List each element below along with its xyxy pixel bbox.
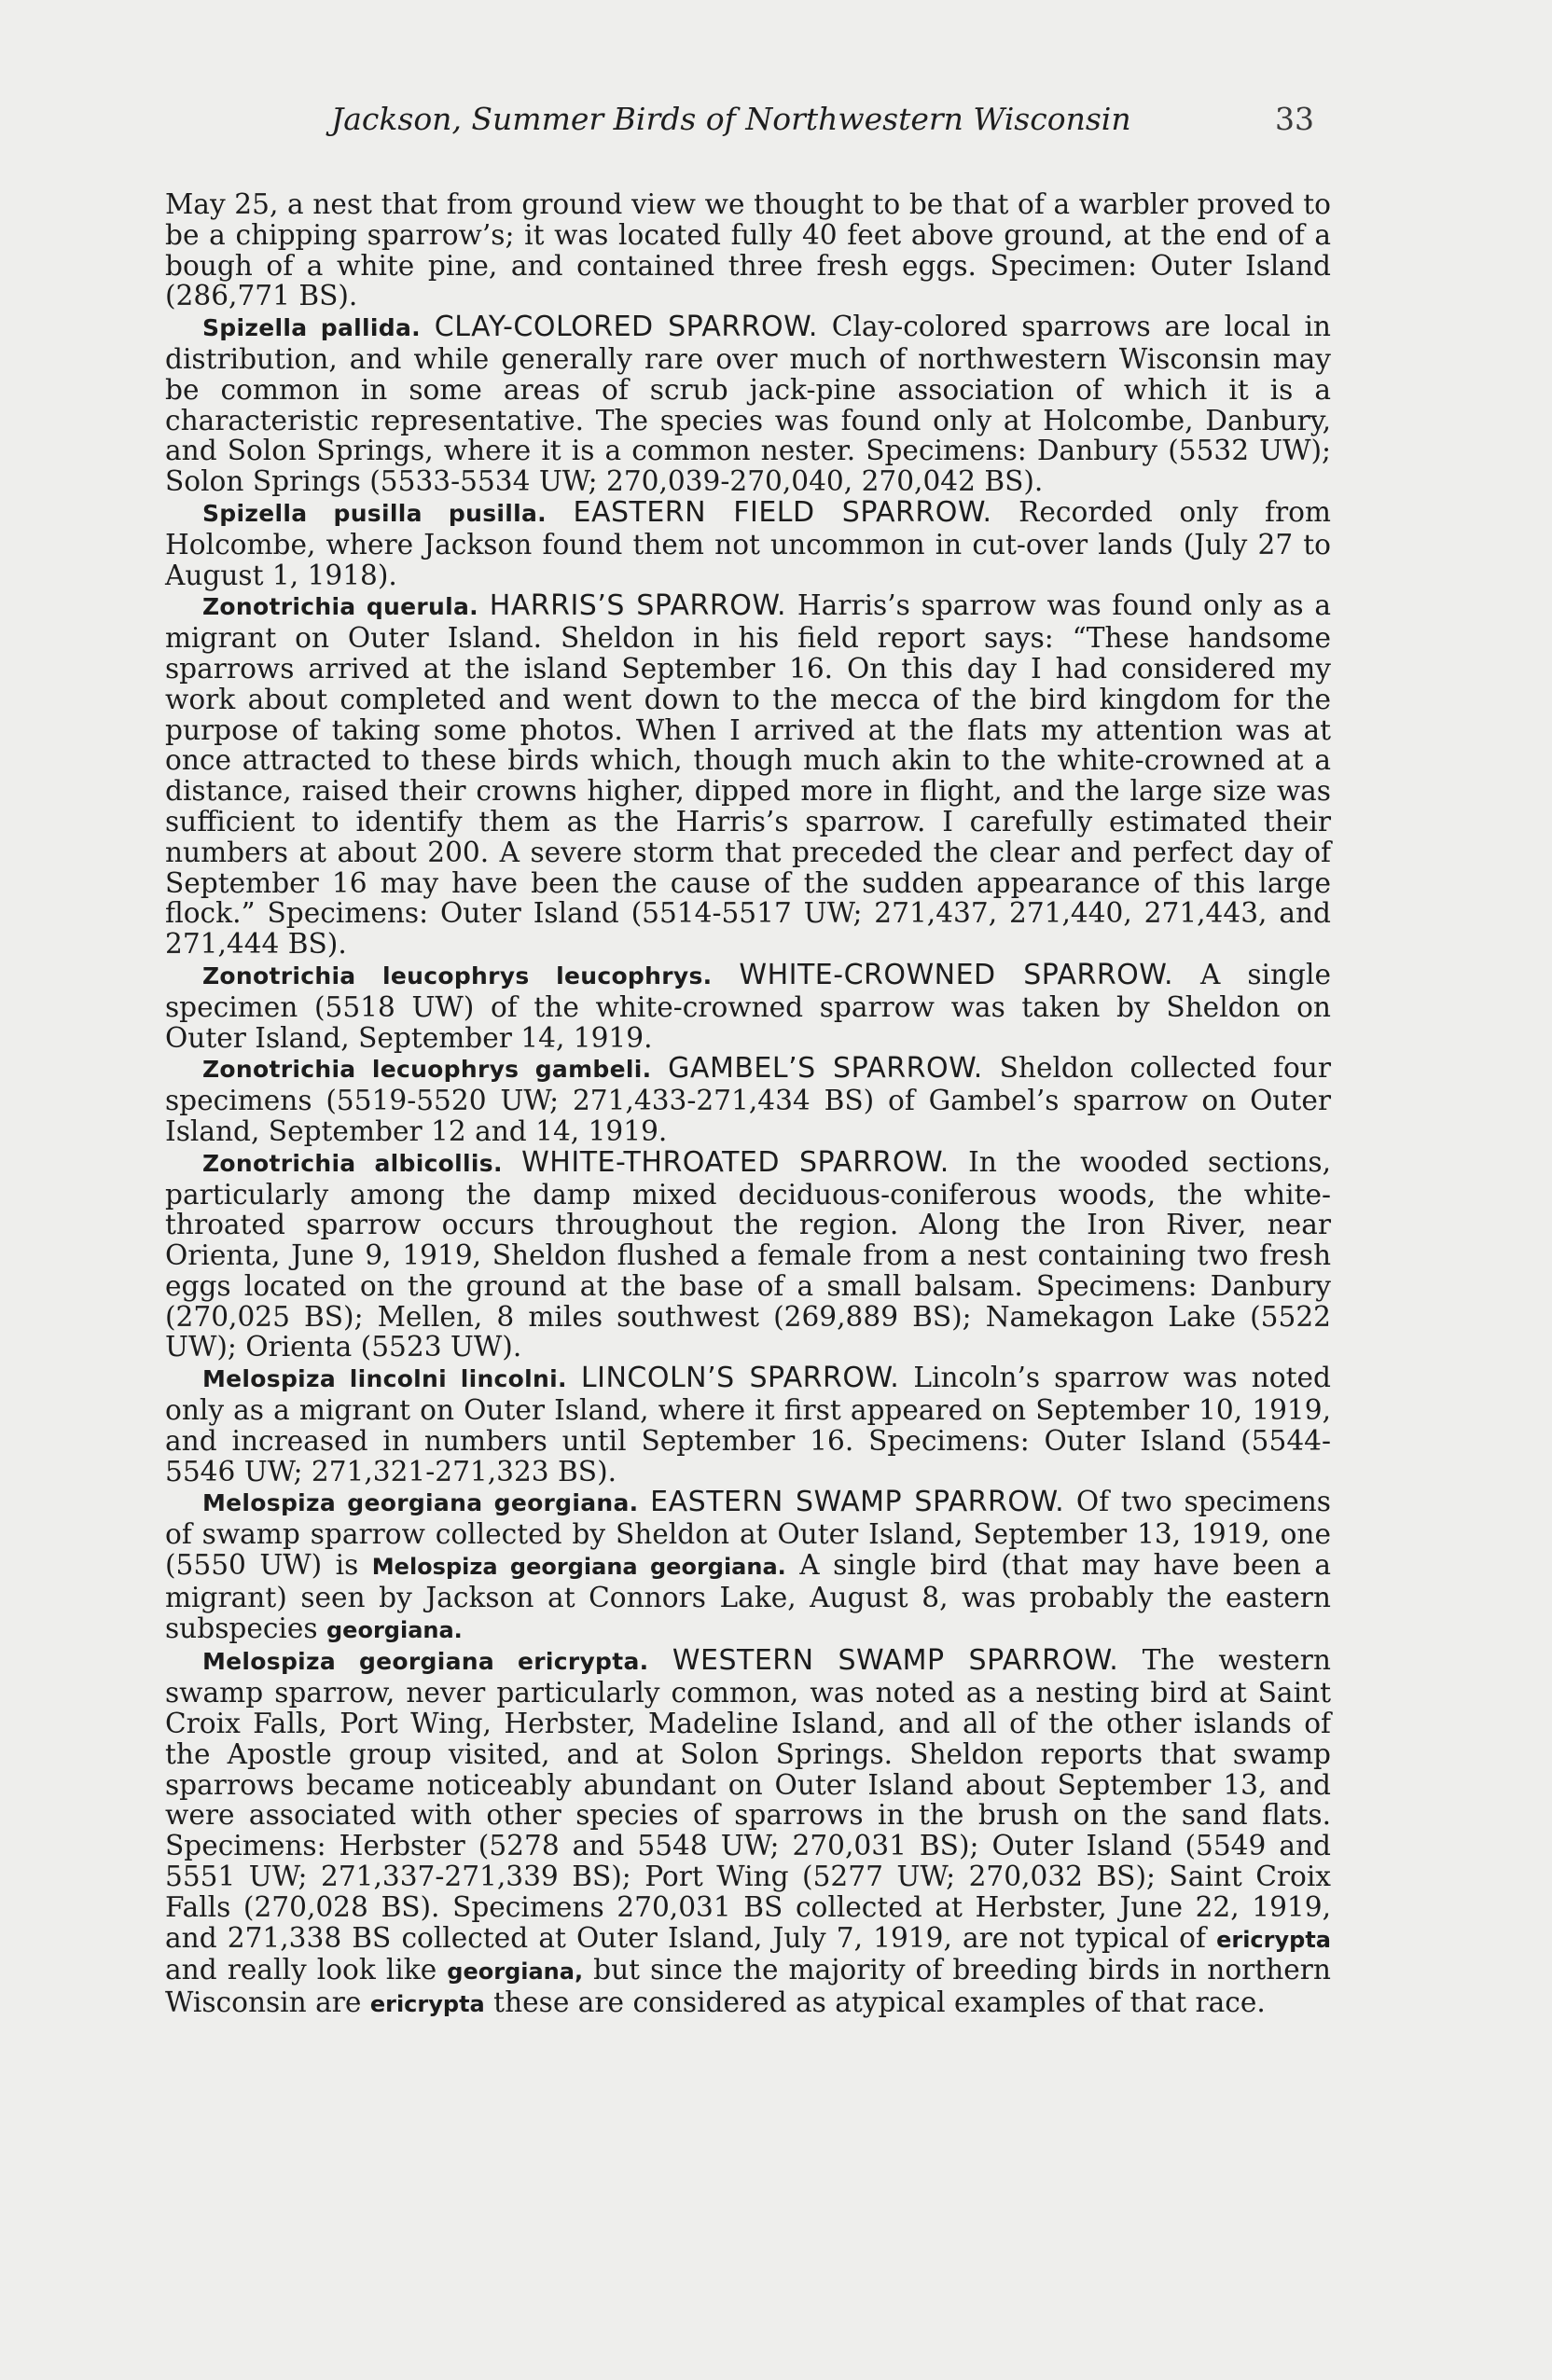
running-title: Jackson, Summer Birds of Northwestern Wisconsin bbox=[331, 101, 1131, 137]
scientific-name: Zonotrichia querula. bbox=[202, 593, 478, 621]
entry-western-swamp-sparrow bbox=[165, 1645, 1331, 2020]
entry-white-throated-sparrow bbox=[165, 1147, 1331, 1363]
entry-text: In the wooded sections, particularly among the damp mixed deciduous-coniferous woods, the white-throated sparrow occurs throughout the region. Along the Iron River, near Orienta, June 9, 1919, Sheldon flushed a female from a nest containing two fresh eggs located on the ground at the base of a small balsam. Specimens: Danbury (270,025 BS); Mellen, 8 miles southwest (269,889 BS); Namekagon Lake (5522 UW); Orienta (5523 UW). bbox=[165, 1145, 1331, 1363]
common-name: GAMBEL’S SPARROW. bbox=[668, 1052, 983, 1086]
entry-text: Sheldon collected four specimens (5519-5520 UW; 271,433-271,434 BS) of Gambel’s sparrow on Outer Island, September 12 and 14, 1919. bbox=[165, 1052, 1331, 1147]
body-text bbox=[165, 189, 1331, 2020]
entry-text: Of two specimens of swamp sparrow collected by Sheldon at Outer Island, September 13, 1919, one (5550 UW) is bbox=[165, 1486, 1331, 1582]
entry-text: A single specimen (5518 UW) of the white-crowned sparrow was taken by Sheldon on Outer Island, September 14, 1919. bbox=[165, 958, 1331, 1054]
entry-text: A single bird (that may have been a migrant) seen by Jackson at Connors Lake, August 8, was probably the eastern subspecies bbox=[165, 1549, 1331, 1644]
common-name: WHITE-CROWNED SPARROW. bbox=[739, 958, 1174, 991]
running-head bbox=[0, 101, 1552, 147]
common-name: LINCOLN’S SPARROW. bbox=[580, 1362, 900, 1395]
common-name: WESTERN SWAMP SPARROW. bbox=[672, 1644, 1119, 1678]
common-name: HARRIS’S SPARROW. bbox=[489, 589, 787, 623]
common-name: EASTERN SWAMP SPARROW. bbox=[650, 1486, 1065, 1519]
scientific-name: Spizella pallida. bbox=[202, 314, 421, 342]
entry-text: May 25, a nest that from ground view we thought to be that of a warbler proved to be a chipping sparrow’s; it was located fully 40 feet above ground, at the end of a bough of a white pine, and contained three fresh eggs. Specimen: Outer Island (286,771 BS). bbox=[165, 188, 1331, 312]
entry-text: but since the majority of breeding birds in northern Wisconsin are bbox=[165, 1954, 1331, 2019]
entry-text: The western swamp sparrow, never particularly common, was noted as a nesting bird at Saint Croix Falls, Port Wing, Herbster, Madeline Island, and all of the other islands of the Apostle group visited, and at Solon Springs. Sheldon reports that swamp sparrows became noticeably abundant on Outer Island about September 13, and were associated with other species of sparrows in the brush on the sand flats. Specimens: Herbster (5278 and 5548 UW; 270,031 BS); Outer Island (5549 and 5551 UW; 271,337-271,339 BS); Port Wing (5277 UW; 270,032 BS); Saint Croix Falls (270,028 BS). Specimens 270,031 BS collected at Herbster, June 22, 1919, and 271,338 BS collected at Outer Island, July 7, 1919, are not typical of bbox=[165, 1644, 1331, 1954]
inline-scientific-name: georgiana. bbox=[326, 1616, 463, 1643]
entry-eastern-field-sparrow bbox=[165, 497, 1331, 590]
entry-text: Recorded only from Holcombe, where Jackson found them not uncommon in cut-over lands (July 27 to August 1, 1918). bbox=[165, 495, 1331, 591]
entry-gambels-sparrow bbox=[165, 1053, 1331, 1146]
entry-text: these are considered as atypical examples of that race. bbox=[493, 1986, 1266, 2019]
scientific-name: Spizella pusilla pusilla. bbox=[202, 499, 547, 527]
inline-scientific-name: Melospiza georgiana georgiana. bbox=[371, 1554, 786, 1581]
common-name: EASTERN FIELD SPARROW. bbox=[573, 495, 992, 529]
entry-chipping-sparrow-continuation bbox=[165, 189, 1331, 311]
inline-scientific-name: georgiana, bbox=[447, 1958, 584, 1986]
scientific-name: Melospiza georgiana ericrypta. bbox=[202, 1648, 649, 1676]
entry-lincolns-sparrow bbox=[165, 1363, 1331, 1487]
scientific-name: Melospiza lincolni lincolni. bbox=[202, 1365, 567, 1393]
common-name: CLAY-COLORED SPARROW. bbox=[434, 311, 818, 344]
page-number: 33 bbox=[1275, 101, 1314, 137]
common-name: WHITE-THROATED SPARROW. bbox=[521, 1145, 949, 1179]
entry-text: and really look like bbox=[165, 1954, 437, 1986]
entry-white-crowned-sparrow bbox=[165, 960, 1331, 1053]
scientific-name: Zonotrichia leucophrys leucophrys. bbox=[202, 962, 713, 989]
entry-harriss-sparrow bbox=[165, 590, 1331, 960]
inline-scientific-name: ericrypta bbox=[369, 1991, 485, 2018]
scientific-name: Melospiza georgiana georgiana. bbox=[202, 1489, 639, 1517]
entry-text: Harris’s sparrow was found only as a migrant on Outer Island. Sheldon in his field report says: “These handsome sparrows arrived at the island September 16. On this day I had considered my work about completed and went down to the mecca of the bird kingdom for the purpose of taking some photos. When I arrived at the flats my attention was at once attracted to these birds which, though much akin to the white-crowned at a distance, raised their crowns higher, dipped more in flight, and the large size was sufficient to identify them as the Harris’s sparrow. I carefully estimated their numbers at about 200. A severe storm that preceded the clear and perfect day of September 16 may have been the cause of the sudden appearance of this large flock.” Specimens: Outer Island (5514-5517 UW; 271,437, 271,440, 271,443, and 271,444 BS). bbox=[165, 589, 1331, 961]
entry-eastern-swamp-sparrow bbox=[165, 1487, 1331, 1645]
scientific-name: Zonotrichia lecuophrys gambeli. bbox=[202, 1056, 652, 1084]
scientific-name: Zonotrichia albicollis. bbox=[202, 1149, 503, 1177]
entry-text: Clay-colored sparrows are local in distribution, and while generally rare over much of northwestern Wisconsin may be common in some areas of scrub jack-pine association of which it is a characteristic representative. The species was found only at Holcombe, Danbury, and Solon Springs, where it is a common nester. Specimens: Danbury (5532 UW); Solon Springs (5533-5534 UW; 270,039-270,040, 270,042 BS). bbox=[165, 311, 1331, 498]
entry-text: Lincoln’s sparrow was noted only as a migrant on Outer Island, where it first appeared on September 10, 1919, and increased in numbers until September 16. Specimens: Outer Island (5544-5546 UW; 271,321-271,323 BS). bbox=[165, 1362, 1331, 1488]
entry-clay-colored-sparrow bbox=[165, 311, 1331, 497]
inline-scientific-name: ericrypta bbox=[1216, 1926, 1331, 1953]
